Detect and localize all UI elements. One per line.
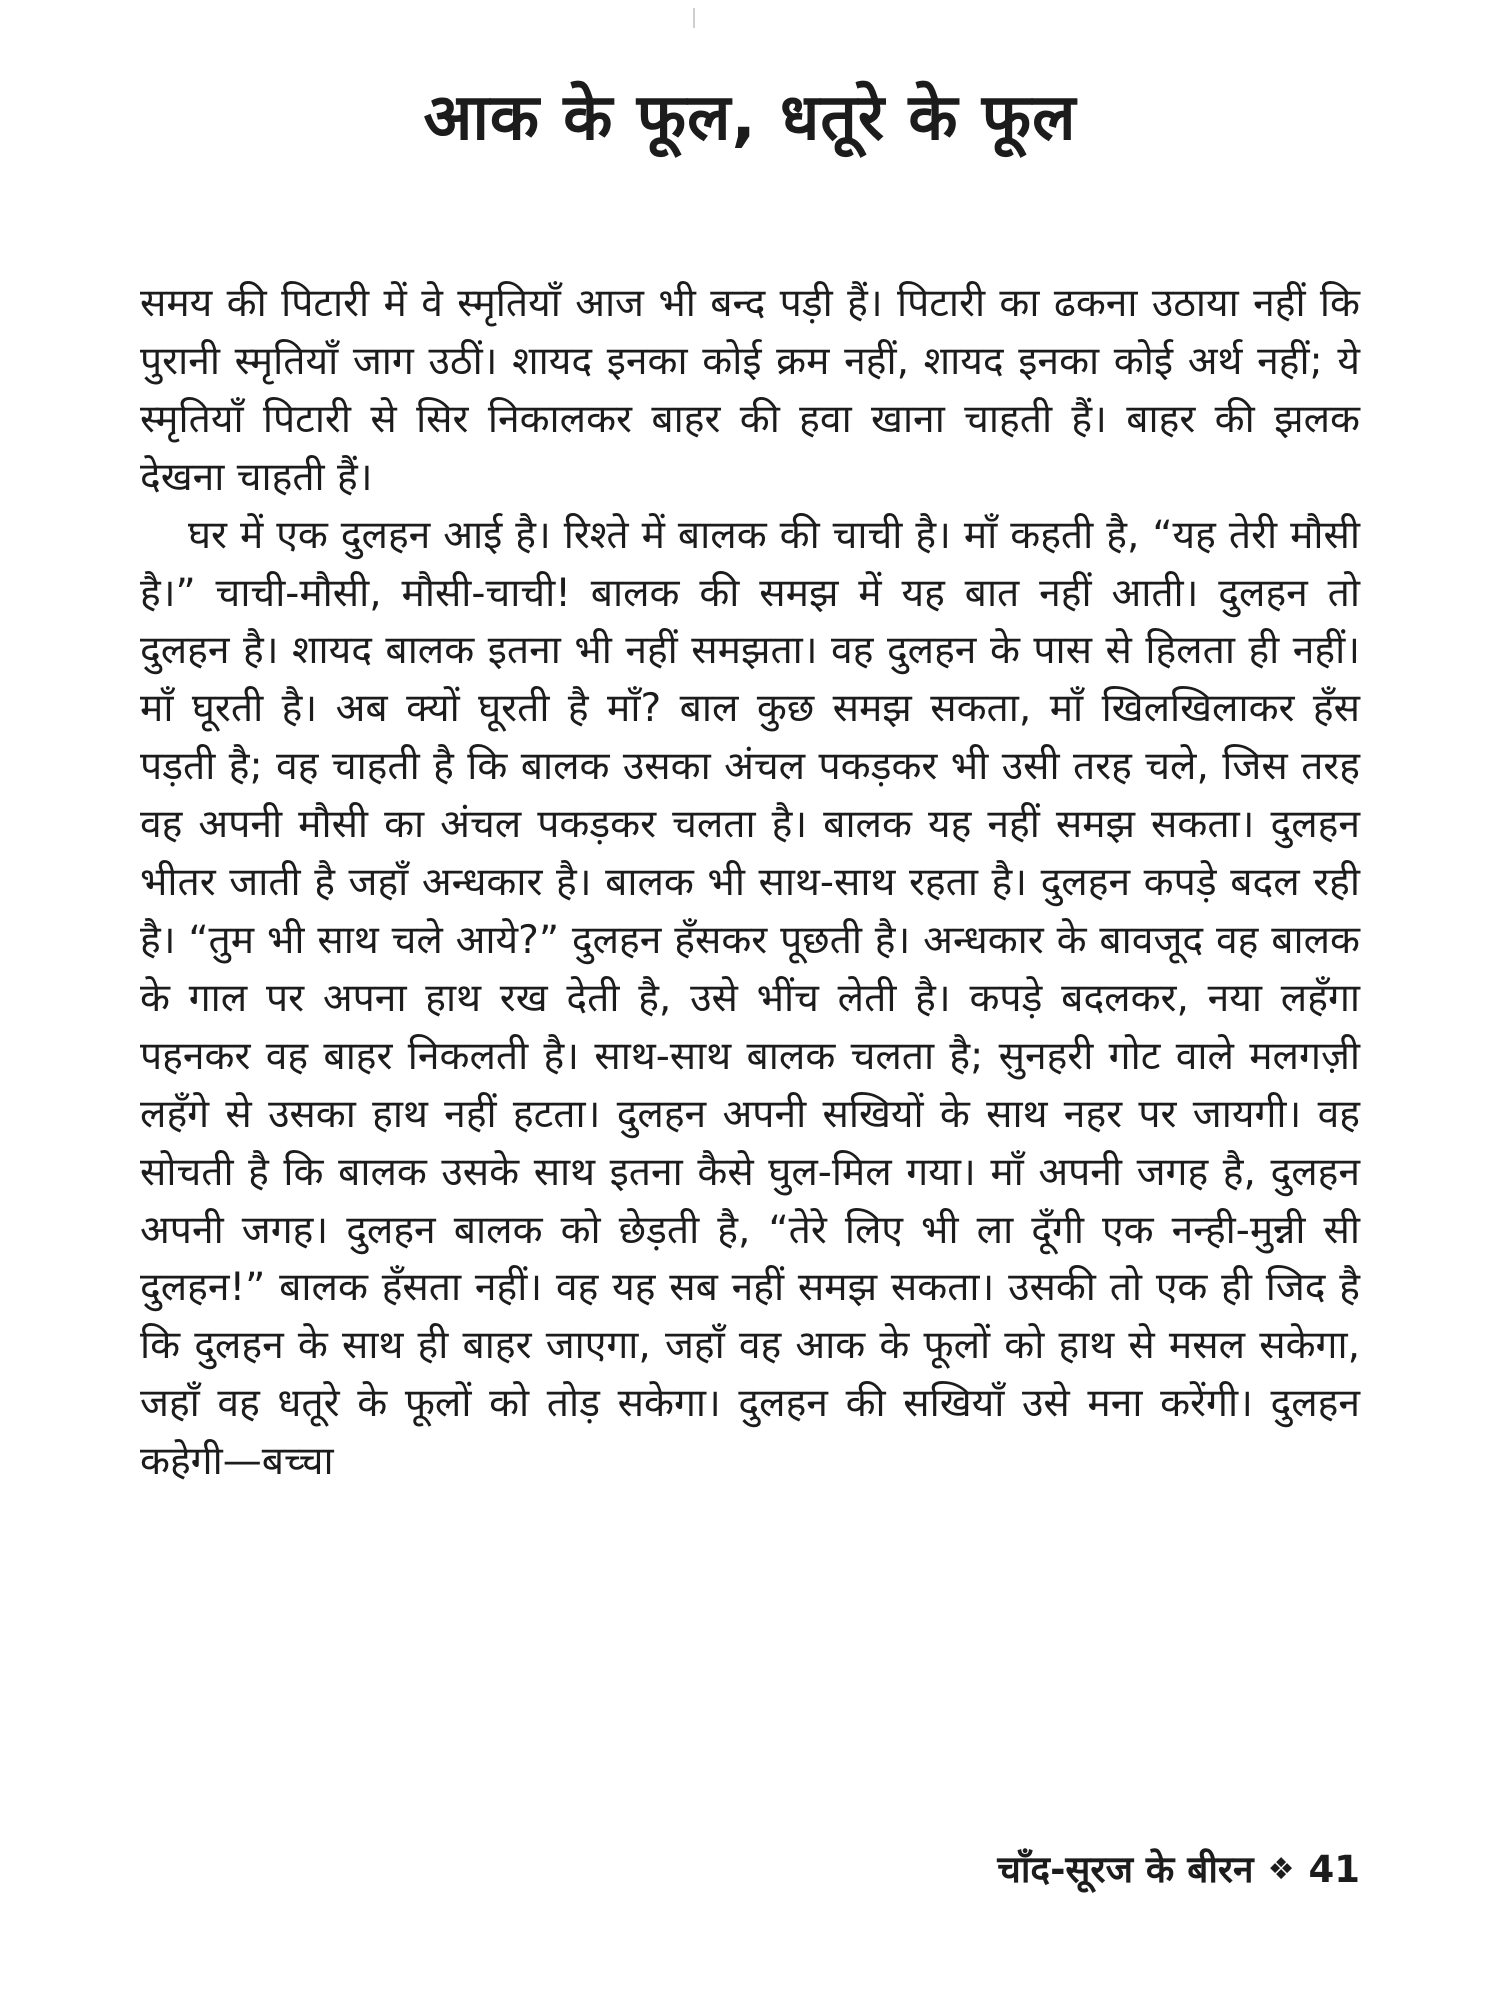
paragraph-1: समय की पिटारी में वे स्मृतियाँ आज भी बन्द पड़ी हैं। पिटारी का ढकना उठाया नहीं कि पुरानी स्मृतियाँ जाग उठीं। शायद इनका कोई क्रम नहीं, शायद इनका कोई अर्थ नहीं; ये स्मृतियाँ पिटारी से सिर निकालकर बाहर की हवा खाना चाहती हैं। बाहर की झलक देखना चाहती हैं। [140, 281, 1360, 500]
page-footer [997, 1845, 1360, 1895]
chapter-title: आक के फूल, धतूरे के फूल [423, 81, 1077, 155]
footer-book-title: चाँद-सूरज के बीरन [997, 1848, 1254, 1891]
scan-mark [693, 8, 695, 28]
paragraph-2: घर में एक दुलहन आई है। रिश्ते में बालक की चाची है। माँ कहती है, “यह तेरी मौसी है।” चाची-मौसी, मौसी-चाची! बालक की समझ में यह बात नहीं आती। दुलहन तो दुलहन है। शायद बालक इतना भी नहीं समझता। वह दुलहन के पास से हिलता ही नहीं। माँ घूरती है। अब क्यों घूरती है माँ? बाल कुछ समझ सकता, माँ खिलखिलाकर हँस पड़ती है; वह चाहती है कि बालक उसका अंचल पकड़कर भी उसी तरह चले, जिस तरह वह अपनी मौसी का अंचल पकड़कर चलता है। बालक यह नहीं समझ सकता। दुलहन भीतर जाती है जहाँ अन्धकार है। बालक भी साथ-साथ रहता है। दुलहन कपड़े बदल रही है। “तुम भी साथ चले आये?” दुलहन हँसकर पूछती है। अन्धकार के बावजूद वह बालक के गाल पर अपना हाथ रख देती है, उसे भींच लेती है। कपड़े बदलकर, नया लहँगा पहनकर वह बाहर निकलती है। साथ-साथ बालक चलता है; सुनहरी गोट वाले मलगज़ी लहँगे से उसका हाथ नहीं हटता। दुलहन अपनी सखियों के साथ नहर पर जायगी। वह सोचती है कि बालक उसके साथ इतना कैसे घुल-मिल गया। माँ अपनी जगह है, दुलहन अपनी जगह। दुलहन बालक को छेड़ती है, “तेरे लिए भी ला दूँगी एक नन्ही-मुन्नी सी दुलहन!” बालक हँसता नहीं। वह यह सब नहीं समझ सकता। उसकी तो एक ही जिद है कि दुलहन के साथ ही बाहर जाएगा, जहाँ वह आक के फूलों को हाथ से मसल सकेगा, जहाँ वह धतूरे के फूलों को तोड़ सकेगा। दुलहन की सखियाँ उसे मना करेंगी। दुलहन कहेगी—बच्चा [140, 512, 1360, 1485]
footer-separator-icon: ❖ [1267, 1852, 1295, 1887]
chapter-body [140, 275, 1360, 1491]
page-number: 41 [1308, 1848, 1360, 1891]
